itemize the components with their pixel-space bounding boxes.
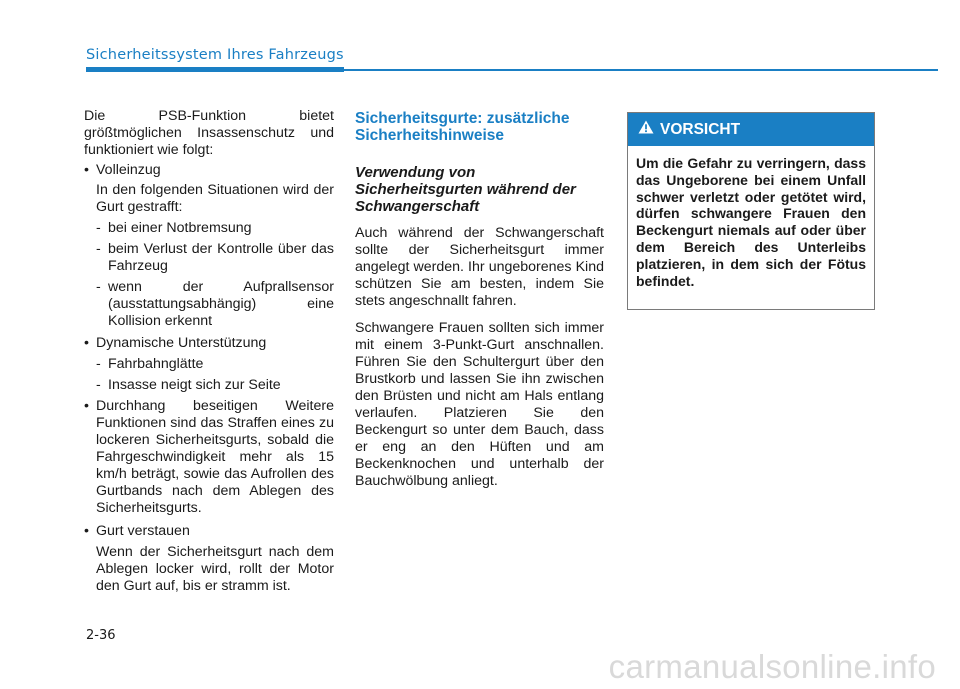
bullet-label: Gurt verstauen [96,523,190,539]
dash-item: - bei einer Notbremsung [96,220,252,236]
section-subtitle: Verwendung von Sicherheitsgurten während der Schwangerschaft [355,164,576,215]
bullet-volleinzug [84,162,334,179]
bullet-dot: • [84,398,89,414]
warning-text: Um die Gefahr zu verringern, dass das Ungeborene bei einem Unfall schwer verletzt oder getötet wird, dürfen schwangere Frauen den Beckengurt niemals auf oder über dem Bereich des Unterleibs platzieren, in dem sich der Fötus befindet. [636,155,866,289]
dash-item: - Insasse neigt sich zur Seite [96,377,281,393]
column-left [84,108,334,595]
intro-paragraph: Die PSB-Funktion bietet größtmöglichen Insassenschutz und funktioniert wie folgt: [84,108,334,158]
column-middle [355,108,604,490]
header-rule [344,69,938,71]
header-bar [86,67,344,72]
dash-item: - Fahrbahnglätte [96,356,204,372]
paragraph: Schwangere Frauen sollten sich immer mit einem 3-Punkt-Gurt anschnallen. Führen Sie den Schultergurt über den Brustkorb und lassen Sie ihn zwischen den Brüsten und nicht am Hals entlang verlaufen. Platzieren Sie den Beckengurt so unter dem Bauch, dass er eng an den Hüften und am Beckenknochen und unterhalb der Bauchwölbung anliegt. [355,320,604,489]
bullet-dot: • [84,162,89,178]
bullet-dot: • [84,335,89,351]
dash-text: beim Verlust der Kontrolle über das Fahrzeug [108,241,334,274]
watermark: carmanualsonline.info [608,648,936,685]
dash-text: Fahrbahnglätte [108,356,204,372]
paragraph: Auch während der Schwangerschaft sollte der Sicherheitsgurt immer angelegt werden. Ihr ungeborenes Kind schützen Sie am besten, indem Sie stets angeschnallt fahren. [355,225,604,309]
dash-item: - wenn der Aufprallsensor (ausstattungsabhängig) eine Kollision erkennt [96,279,334,329]
dash-item: - beim Verlust der Kontrolle über das Fahrzeug [96,241,334,274]
section-title: Sicherheitsgurte: zusätzliche Sicherheitshinweise [355,110,570,144]
header-title: Sicherheitssystem Ihres Fahrzeugs [86,47,344,63]
bullet-dynamische-unterstuetzung [84,335,334,352]
bullet-gurt-verstauen [84,523,334,540]
bullet-label: Dynamische Unterstützung [96,335,267,351]
dash-text: wenn der Aufprallsensor (ausstattungsabhängig) eine Kollision erkennt [108,279,334,329]
dash-text: Insasse neigt sich zur Seite [108,377,281,393]
warning-heading: VORSICHT [660,120,741,138]
bullet-text: Durchhang beseitigen Weitere Funktionen sind das Straffen eines zu lockeren Sicherheitsgurts, sobald die Fahrgeschwindigkeit mehr als 15 km/h beträgt, sowie das Aufrollen des Gurtbands nach dem Ablegen des Sicherheitsgurts. [96,398,334,516]
bullet-text: In den folgenden Situationen wird der Gurt gestrafft: [96,182,334,215]
bullet-durchhang [84,398,334,517]
warning-box [627,112,875,310]
warning-header [628,113,874,146]
warning-triangle-icon [638,120,660,139]
bullet-label: Volleinzug [96,162,161,178]
page-number: 2-36 [86,628,116,643]
bullet-text: Wenn der Sicherheitsgurt nach dem Ablegen locker wird, rollt der Motor den Gurt auf, bis er stramm ist. [96,544,334,594]
bullet-dot: • [84,523,89,539]
dash-text: bei einer Notbremsung [108,220,252,236]
